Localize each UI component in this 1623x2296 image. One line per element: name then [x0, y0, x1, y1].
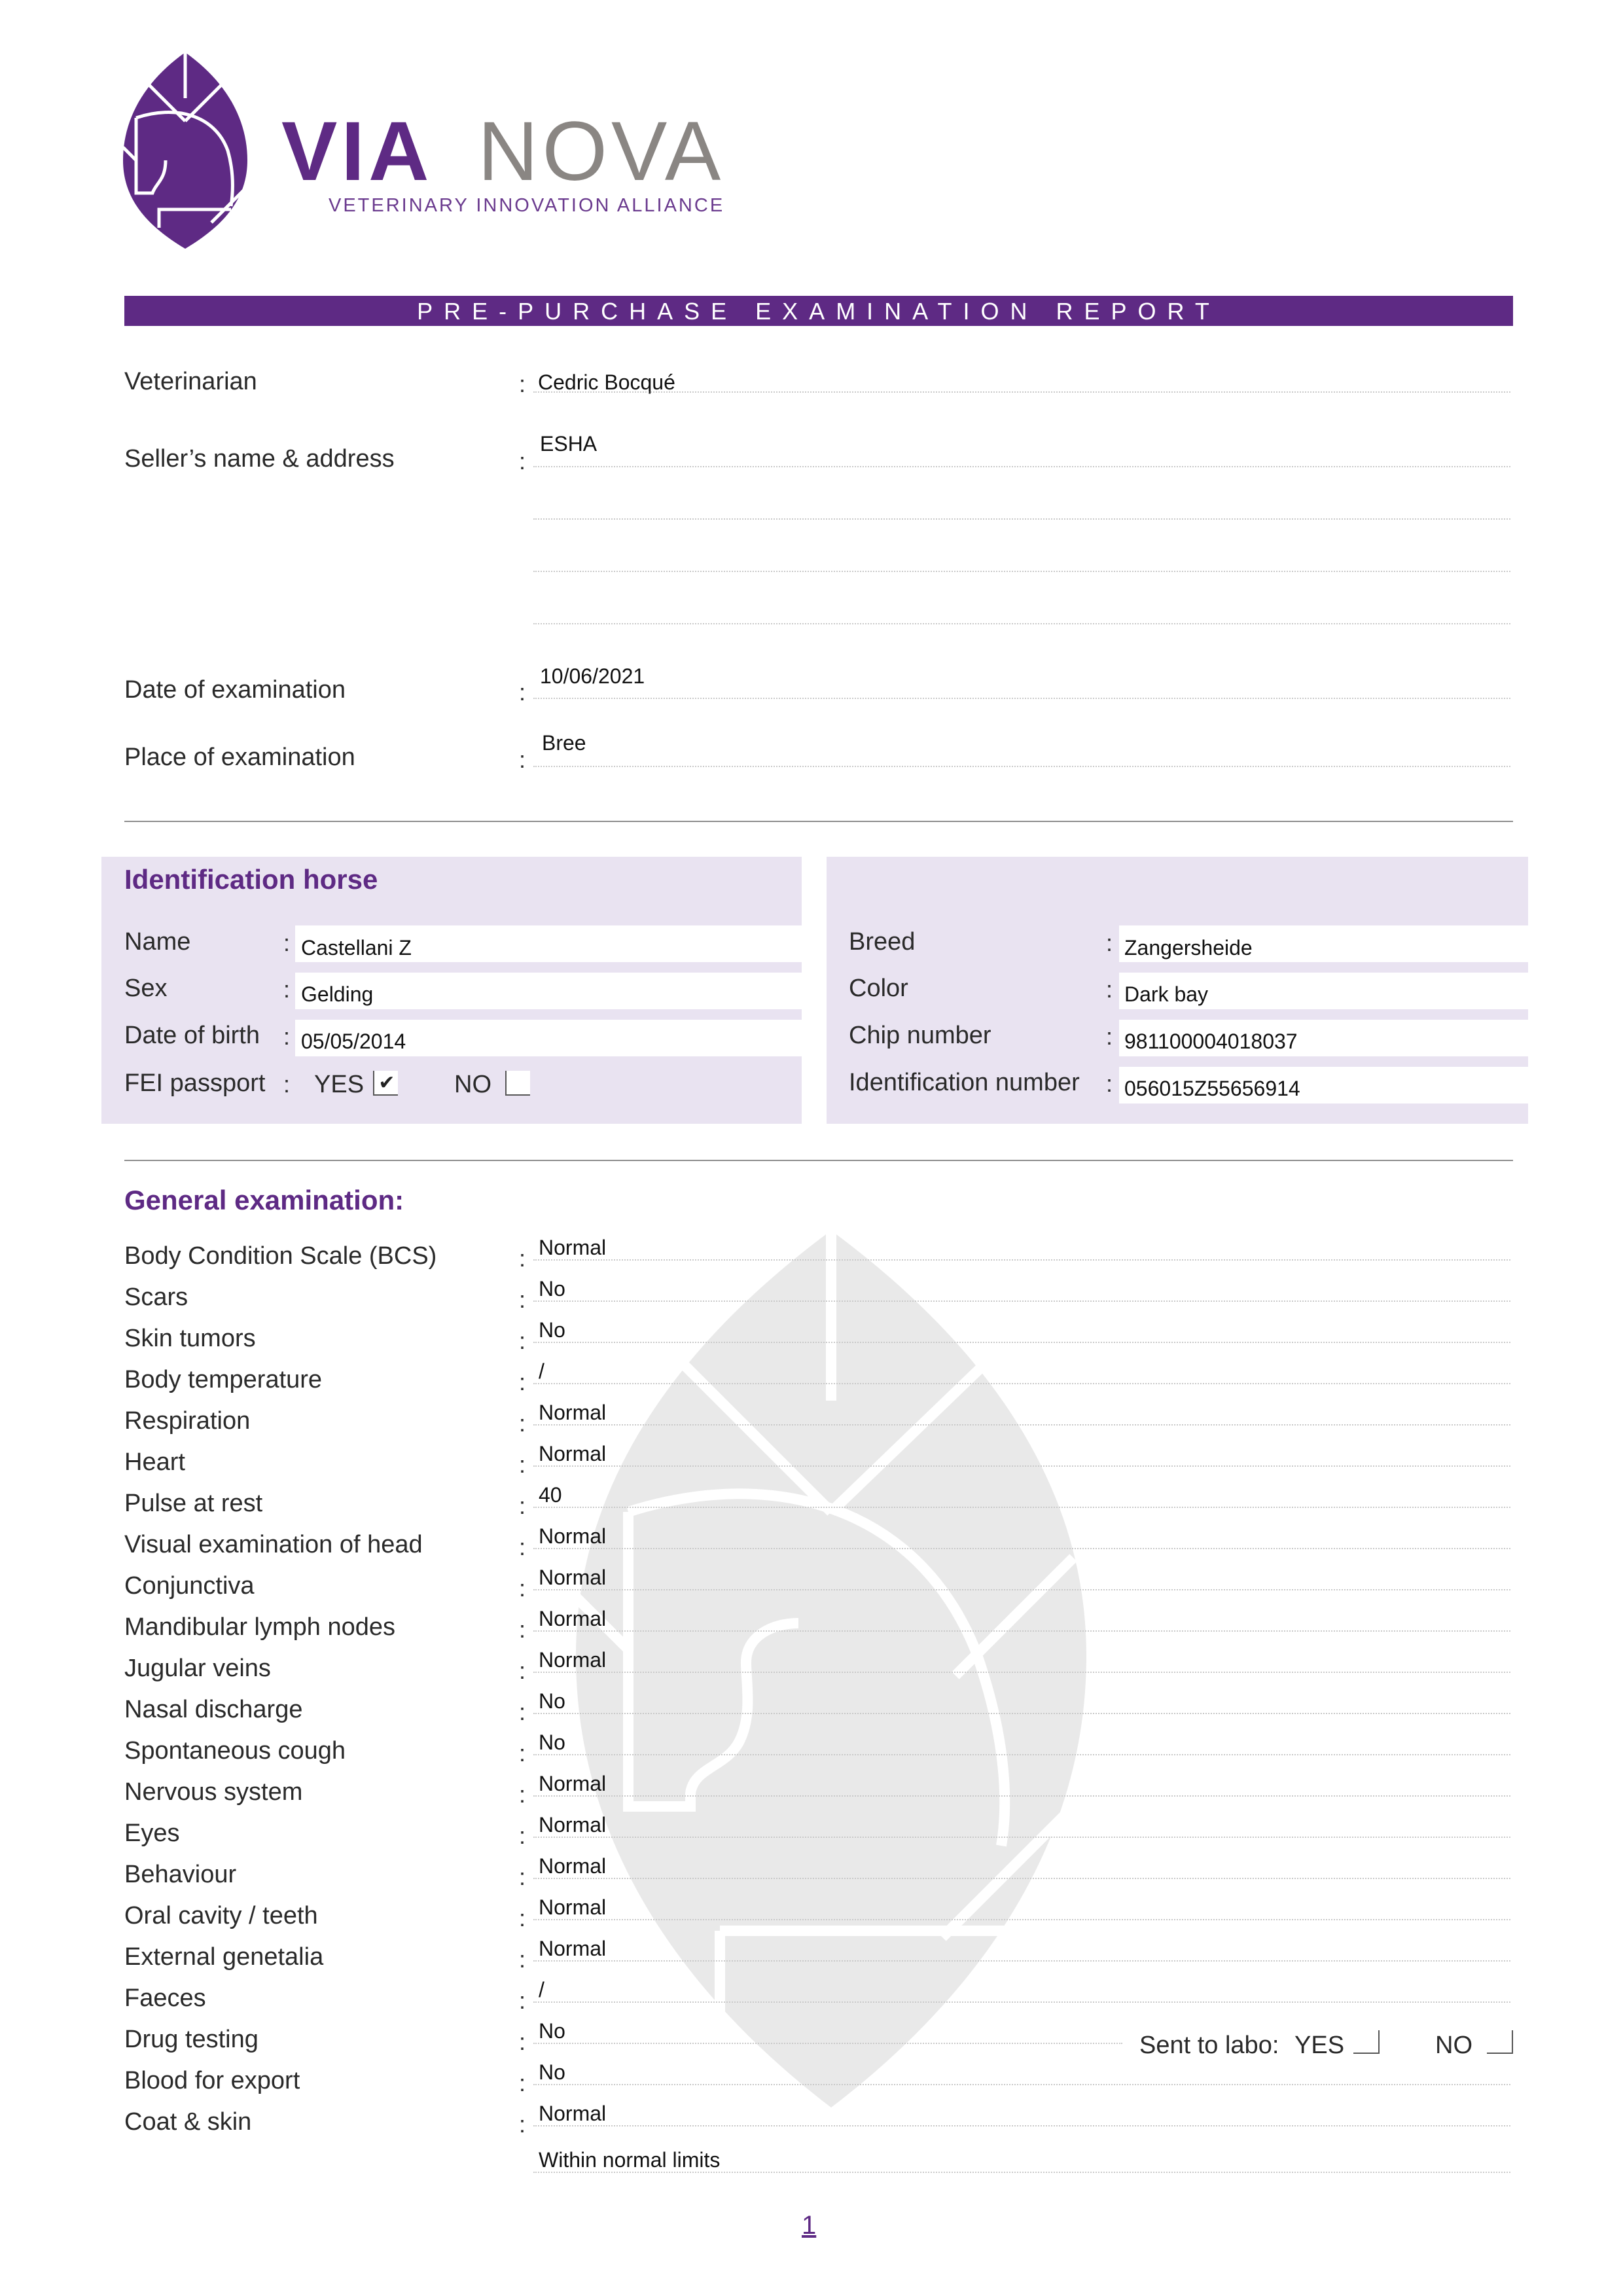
fei-no-label: NO — [454, 1071, 491, 1098]
exam-row-value[interactable]: Normal — [539, 1813, 607, 1837]
exam-row-label: External genetalia — [124, 1943, 324, 1971]
sent-to-labo-no-checkbox[interactable] — [1487, 2030, 1513, 2054]
exam-row-label: Oral cavity / teeth — [124, 1902, 318, 1929]
exam-row-dotted-line — [533, 1795, 1510, 1797]
exam-row-value[interactable]: Normal — [539, 1648, 607, 1672]
exam-row-value[interactable]: Normal — [539, 1401, 607, 1424]
colon: : — [1106, 929, 1113, 956]
colon: : — [519, 2111, 526, 2138]
sex-value: Gelding — [301, 982, 374, 1006]
exam-row-value[interactable]: 40 — [539, 1483, 562, 1507]
exam-row-value[interactable]: / — [539, 1359, 544, 1383]
place-of-examination-value[interactable]: Bree — [542, 731, 586, 755]
exam-row-label: Heart — [124, 1448, 185, 1476]
exam-row-dotted-line — [533, 1507, 1510, 1508]
exam-row-dotted-line — [533, 2043, 1122, 2044]
exam-row-dotted-line — [533, 1342, 1510, 1343]
fei-passport-label: FEI passport — [124, 1069, 266, 1097]
exam-row-label: Coat & skin — [124, 2108, 252, 2136]
colon: : — [519, 370, 526, 397]
exam-row-label: Nasal discharge — [124, 1696, 303, 1723]
colon: : — [519, 1410, 526, 1437]
name-value: Castellani Z — [301, 936, 412, 960]
divider — [124, 1160, 1513, 1161]
colon: : — [519, 1740, 526, 1767]
colon: : — [283, 1023, 291, 1050]
colon: : — [283, 929, 291, 956]
date-of-examination-label: Date of examination — [124, 676, 346, 704]
color-value: Dark bay — [1124, 982, 1209, 1006]
exam-row-label: Eyes — [124, 1820, 180, 1847]
coat-extra-dotted-line — [533, 2172, 1510, 2173]
chip-number-value: 981100004018037 — [1124, 1030, 1298, 1053]
exam-row-dotted-line — [533, 2125, 1510, 2126]
name-label: Name — [124, 928, 191, 956]
exam-row-value[interactable]: Normal — [539, 1607, 607, 1630]
logo-tagline: VETERINARY INNOVATION ALLIANCE — [329, 195, 725, 216]
veterinarian-value[interactable]: Cedric Bocqué — [538, 370, 675, 394]
exam-row-label: Body temperature — [124, 1366, 323, 1393]
chip-number-label: Chip number — [849, 1022, 991, 1049]
place-dotted-line — [533, 766, 1510, 767]
exam-row-label: Pulse at rest — [124, 1490, 263, 1517]
exam-row-dotted-line — [533, 1672, 1510, 1673]
breed-label: Breed — [849, 928, 916, 956]
colon: : — [1106, 1070, 1113, 1097]
divider — [124, 821, 1513, 822]
exam-row-value[interactable]: Normal — [539, 1566, 607, 1589]
exam-row-dotted-line — [533, 1383, 1510, 1384]
exam-row-value[interactable]: Normal — [539, 1937, 607, 1960]
check-icon: ✔ — [378, 1072, 395, 1094]
exam-row-dotted-line — [533, 1589, 1510, 1590]
page-number: 1 — [802, 2211, 817, 2240]
veterinarian-label: Veterinarian — [124, 368, 257, 395]
exam-row-label: Visual examination of head — [124, 1531, 423, 1558]
colon: : — [519, 1698, 526, 1725]
colon: : — [1106, 976, 1113, 1003]
date-of-birth-label: Date of birth — [124, 1022, 260, 1049]
exam-row-label: Skin tumors — [124, 1325, 256, 1352]
exam-row-value[interactable]: No — [539, 1277, 565, 1300]
date-of-birth-value: 05/05/2014 — [301, 1030, 406, 1053]
colon: : — [519, 1245, 526, 1272]
date-of-examination-value[interactable]: 10/06/2021 — [540, 664, 645, 688]
colon: : — [519, 1616, 526, 1643]
watermark-leaf-icon — [576, 1230, 1086, 2108]
exam-row-value[interactable]: No — [539, 1318, 565, 1342]
colon: : — [519, 679, 526, 706]
exam-row-value[interactable]: Normal — [539, 1854, 607, 1878]
exam-row-value[interactable]: Normal — [539, 1236, 607, 1259]
exam-row-value[interactable]: / — [539, 1978, 544, 2001]
exam-row-dotted-line — [533, 2084, 1510, 2085]
fei-yes-checkbox[interactable] — [373, 1071, 398, 1096]
colon: : — [519, 1492, 526, 1519]
place-of-examination-label: Place of examination — [124, 744, 355, 771]
exam-row-value[interactable]: Normal — [539, 1772, 607, 1795]
exam-row-label: Scars — [124, 1283, 188, 1311]
fei-yes-label: YES — [314, 1071, 365, 1098]
colon: : — [519, 1987, 526, 2014]
exam-row-label: Nervous system — [124, 1778, 303, 1806]
logo-wordmark-nova: NOVA — [478, 105, 725, 198]
colon: : — [519, 1451, 526, 1478]
seller-dotted-line-4 — [533, 623, 1510, 624]
general-examination-title: General examination: — [124, 1185, 404, 1215]
exam-row-label: Spontaneous cough — [124, 1737, 346, 1765]
coat-extra-line[interactable]: Within normal limits — [539, 2148, 721, 2172]
colon: : — [519, 1575, 526, 1602]
exam-row-dotted-line — [533, 2001, 1510, 2003]
exam-row-dotted-line — [533, 1919, 1510, 1920]
exam-row-dotted-line — [533, 1960, 1510, 1962]
colon: : — [519, 2070, 526, 2096]
date-dotted-line — [533, 698, 1510, 699]
exam-row-dotted-line — [533, 1837, 1510, 1838]
exam-row-value[interactable]: Normal — [539, 1524, 607, 1548]
exam-row-value[interactable]: No — [539, 1689, 565, 1713]
colon: : — [519, 1369, 526, 1395]
exam-row-dotted-line — [533, 1300, 1510, 1302]
exam-row-value[interactable]: No — [539, 2060, 565, 2084]
colon: : — [519, 1822, 526, 1849]
exam-row-dotted-line — [533, 1548, 1510, 1549]
breed-value: Zangersheide — [1124, 936, 1253, 960]
exam-row-label: Drug testing — [124, 2026, 259, 2053]
exam-row-label: Respiration — [124, 1407, 251, 1435]
exam-row-dotted-line — [533, 1424, 1510, 1426]
sex-label: Sex — [124, 975, 168, 1002]
colon: : — [1106, 1023, 1113, 1050]
veterinarian-dotted-line — [533, 391, 1510, 393]
exam-row-label: Jugular veins — [124, 1655, 271, 1682]
exam-row-label: Mandibular lymph nodes — [124, 1613, 396, 1641]
exam-row-label: Blood for export — [124, 2067, 300, 2094]
exam-row-label: Behaviour — [124, 1861, 237, 1888]
seller-dotted-line-1 — [533, 466, 1510, 467]
exam-row-label: Conjunctiva — [124, 1572, 255, 1600]
seller-dotted-line-2 — [533, 518, 1510, 520]
exam-row-label: Faeces — [124, 1984, 206, 2012]
exam-row-dotted-line — [533, 1259, 1510, 1261]
color-label: Color — [849, 975, 908, 1002]
identification-number-label: Identification number — [849, 1069, 1080, 1096]
colon: : — [283, 1071, 291, 1098]
colon: : — [519, 1905, 526, 1931]
exam-row-dotted-line — [533, 1878, 1510, 1879]
exam-row-value[interactable]: No — [539, 2019, 565, 2043]
sent-to-labo-yes-checkbox[interactable] — [1353, 2030, 1380, 2054]
colon: : — [519, 746, 526, 773]
exam-row-value[interactable]: Normal — [539, 1895, 607, 1919]
sent-to-labo-yes-label: YES — [1294, 2032, 1345, 2059]
exam-row-value[interactable]: No — [539, 1731, 565, 1754]
seller-value[interactable]: ESHA — [540, 432, 597, 456]
exam-row-dotted-line — [533, 1630, 1510, 1632]
exam-row-value[interactable]: Normal — [539, 2102, 607, 2125]
logo-wordmark-via: VIA — [281, 105, 433, 198]
colon: : — [519, 1781, 526, 1808]
via-nova-logo-icon — [123, 52, 247, 249]
colon: : — [519, 1863, 526, 1890]
fei-no-checkbox[interactable] — [505, 1071, 530, 1096]
colon: : — [519, 1534, 526, 1560]
colon: : — [283, 976, 291, 1003]
colon: : — [519, 1946, 526, 1973]
exam-row-dotted-line — [533, 1713, 1510, 1714]
colon: : — [519, 1327, 526, 1354]
seller-dotted-line-3 — [533, 571, 1510, 572]
seller-label: Seller’s name & address — [124, 445, 395, 473]
identification-number-value: 056015Z55656914 — [1124, 1077, 1300, 1100]
report-title-bar: PRE-PURCHASE EXAMINATION REPORT — [124, 296, 1513, 326]
colon: : — [519, 448, 526, 475]
exam-row-label: Body Condition Scale (BCS) — [124, 1242, 437, 1270]
exam-row-value[interactable]: Normal — [539, 1442, 607, 1465]
identification-title: Identification horse — [124, 864, 378, 895]
colon: : — [519, 1286, 526, 1313]
colon: : — [519, 1657, 526, 1684]
exam-row-dotted-line — [533, 1754, 1510, 1755]
exam-row-dotted-line — [533, 1465, 1510, 1467]
sent-to-labo-no-label: NO — [1435, 2032, 1472, 2059]
sent-to-labo-label: Sent to labo: — [1139, 2032, 1279, 2059]
colon: : — [519, 2028, 526, 2055]
